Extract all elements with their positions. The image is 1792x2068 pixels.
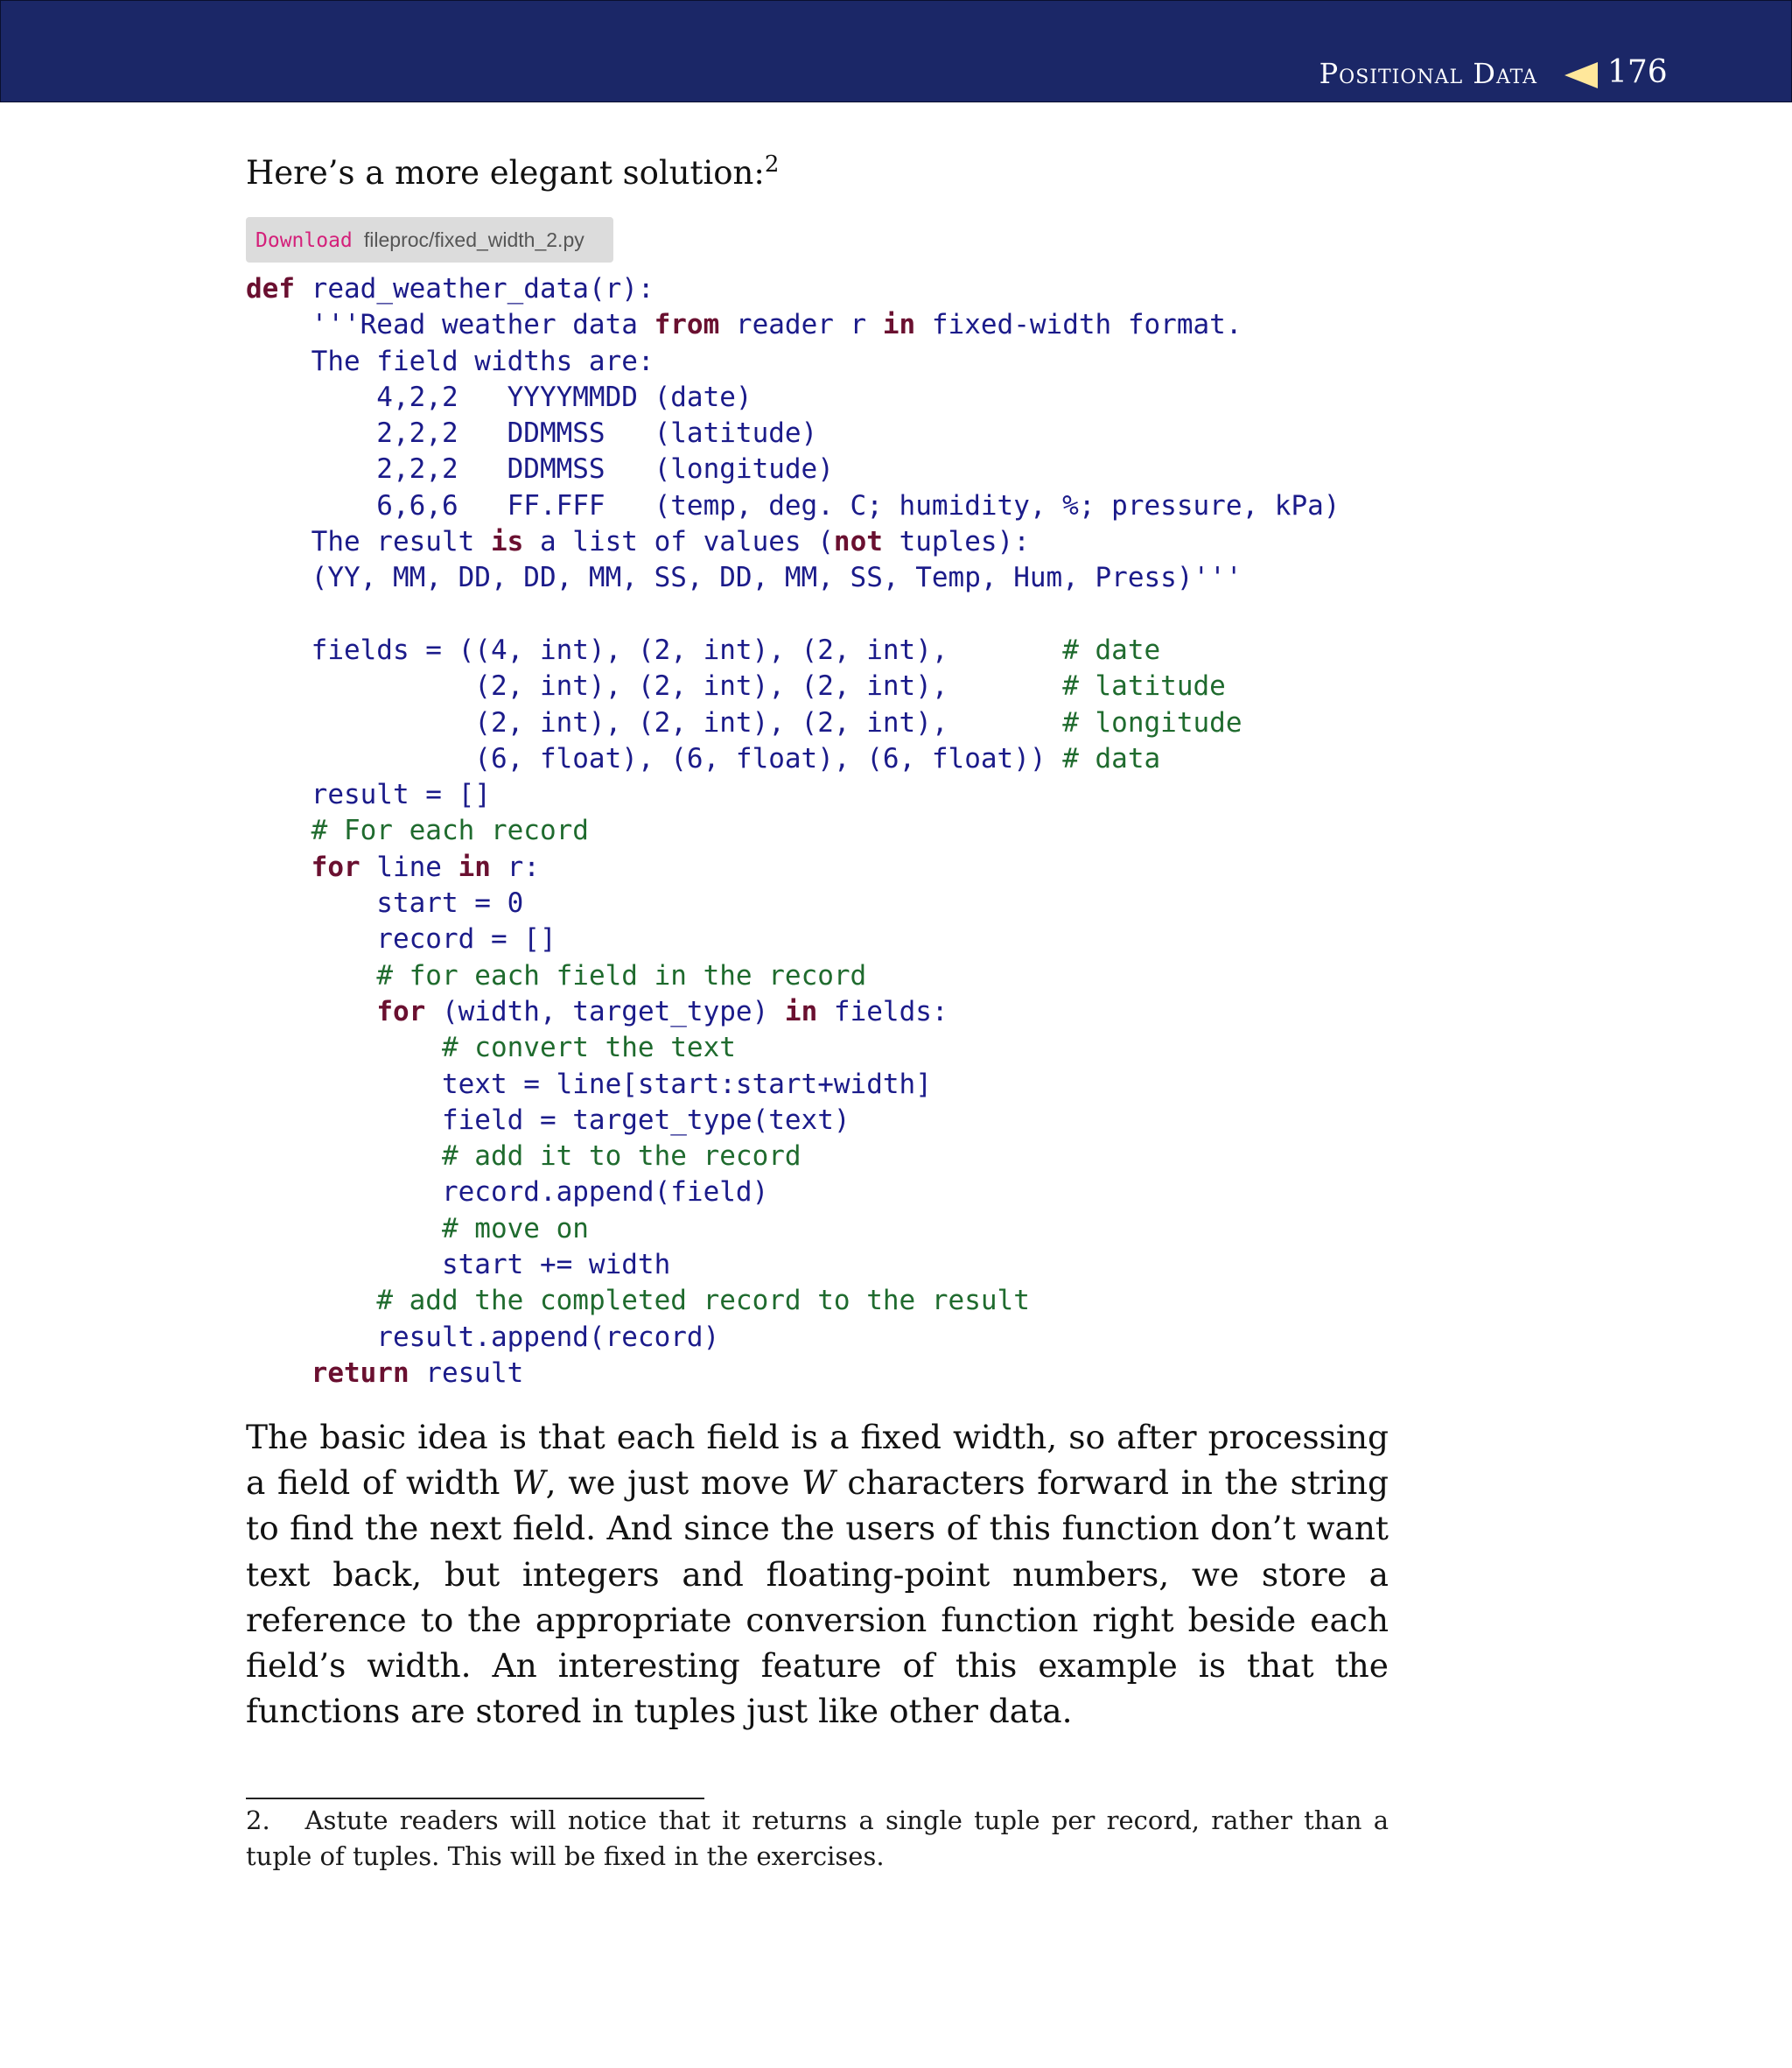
intro-text: Here’s a more elegant solution: [246, 154, 765, 192]
code-line [246, 777, 1340, 813]
code-line [246, 1103, 1340, 1139]
code-token [246, 852, 312, 883]
code-comment: # latitude [1062, 670, 1226, 703]
code-token [246, 1357, 312, 1389]
left-arrow-icon[interactable] [1564, 62, 1598, 88]
code-token [246, 1140, 442, 1172]
code-keyword: in [784, 995, 818, 1027]
code-line [246, 1174, 1340, 1210]
code-token: result [409, 1356, 524, 1389]
code-token: 2,2,2 DDMMSS (longitude) [246, 453, 834, 486]
code-token [246, 1032, 442, 1063]
code-token: fields = ((4, int), (2, int), (2, int), [246, 634, 1063, 666]
code-line [246, 813, 1340, 849]
code-line [246, 958, 1340, 994]
code-line [246, 344, 1340, 380]
code-token: result = [] [246, 779, 491, 811]
code-keyword: in [882, 309, 916, 341]
footnote [246, 1803, 1389, 1875]
code-line [246, 669, 1340, 705]
code-comment: # add the completed record to the result [376, 1285, 1030, 1317]
code-line [246, 633, 1340, 669]
code-line [246, 597, 1340, 633]
code-line [246, 994, 1340, 1030]
download-link[interactable]: Download [256, 229, 353, 252]
body-text: The basic idea is that each field is a fixed width, so after processing a field of width [246, 1418, 1389, 1503]
code-token: 4,2,2 YYYYMMDD (date) [246, 381, 752, 413]
variable-w: W [802, 1463, 836, 1503]
code-token [246, 1285, 376, 1316]
code-line [246, 1139, 1340, 1174]
code-token: start += width [246, 1249, 671, 1281]
footnote-rule [246, 1798, 704, 1799]
code-token: reader r [719, 309, 883, 341]
code-line [246, 1211, 1340, 1247]
footnote-reference[interactable]: 2 [764, 151, 780, 178]
code-keyword: for [376, 995, 426, 1027]
code-line [246, 1067, 1340, 1103]
code-token: fixed-width format. [915, 309, 1242, 341]
code-token [246, 1213, 442, 1244]
code-line [246, 1283, 1340, 1319]
code-line [246, 1030, 1340, 1066]
code-token: read_weather_data(r): [295, 273, 654, 305]
code-line [246, 1247, 1340, 1283]
code-token: result.append(record) [246, 1321, 720, 1353]
code-token: (2, int), (2, int), (2, int), [246, 706, 1063, 739]
code-token: 2,2,2 DDMMSS (latitude) [246, 417, 818, 450]
code-token: record = [] [246, 923, 556, 956]
code-token: tuples): [882, 526, 1030, 558]
code-line [246, 488, 1340, 524]
code-token: 6,6,6 FF.FFF (temp, deg. C; humidity, %; pressure, kPa) [246, 489, 1340, 522]
code-token: record.append(field) [246, 1176, 769, 1209]
running-title: Positional Data [1319, 57, 1537, 90]
code-line [246, 1356, 1340, 1392]
code-keyword: for [311, 851, 360, 883]
code-comment: # convert the text [441, 1032, 736, 1064]
code-token: field = target_type(text) [246, 1104, 850, 1136]
code-token: The field widths are: [246, 345, 654, 377]
code-line [246, 271, 1340, 307]
code-token: '''Read weather data [246, 309, 654, 341]
code-keyword: return [311, 1356, 410, 1389]
download-bar [246, 217, 613, 263]
footnote-text: Astute readers will notice that it returns a single tuple per record, rather than a tuple of tuples. This will be fixed in the exercises. [246, 1805, 1389, 1871]
code-keyword: def [246, 273, 295, 305]
code-keyword: from [654, 309, 720, 341]
page-number: 176 [1607, 54, 1668, 90]
code-token [246, 960, 376, 992]
code-comment: # data [1062, 742, 1161, 775]
code-comment: # for each field in the record [376, 959, 867, 992]
code-line [246, 741, 1340, 777]
code-listing [246, 271, 1340, 1392]
code-token: The result [246, 526, 491, 558]
code-keyword: in [458, 851, 491, 883]
code-token: (YY, MM, DD, DD, MM, SS, DD, MM, SS, Temp, Hum, Press)''' [246, 562, 1242, 594]
code-line [246, 380, 1340, 416]
code-token: line [360, 851, 458, 883]
code-line [246, 850, 1340, 886]
code-token: r: [490, 851, 540, 883]
code-token: text = line[start:start+width] [246, 1068, 932, 1100]
code-comment: # For each record [246, 815, 589, 847]
download-file-path: fileproc/fixed_width_2.py [363, 228, 584, 251]
code-line [246, 705, 1340, 741]
code-keyword: is [490, 526, 524, 558]
variable-w: W [512, 1463, 546, 1503]
body-text: , we just move [545, 1463, 802, 1503]
code-line [246, 524, 1340, 560]
code-line [246, 1320, 1340, 1356]
code-token: (width, target_type) [425, 995, 785, 1027]
code-token: (2, int), (2, int), (2, int), [246, 670, 1063, 703]
code-comment: # longitude [1062, 706, 1242, 739]
code-comment: # date [1062, 634, 1161, 666]
code-line [246, 560, 1340, 596]
code-keyword: not [833, 526, 883, 558]
footnote-number: 2. [246, 1805, 270, 1835]
body-text: characters forward in the string to find the next field. And since the users of this function don’t want text back, but integers and floating-point numbers, we store a reference to the appropriate conversion function right beside each field’s width. An interesting feature of this example is that the functions are stored in tuples just like other data. [246, 1463, 1389, 1731]
code-comment: # move on [441, 1212, 589, 1244]
code-token: start = 0 [246, 887, 524, 920]
code-line [246, 452, 1340, 487]
code-token: fields: [817, 995, 948, 1027]
page-header-bar [0, 0, 1792, 102]
body-paragraph [246, 1414, 1389, 1734]
code-token [246, 996, 376, 1027]
code-token: (6, float), (6, float), (6, float)) [246, 742, 1063, 775]
code-line [246, 307, 1340, 343]
code-line [246, 886, 1340, 922]
code-token: a list of values ( [523, 526, 834, 558]
code-line [246, 416, 1340, 452]
intro-sentence [246, 151, 779, 196]
code-comment: # add it to the record [441, 1140, 802, 1173]
code-line [246, 922, 1340, 957]
